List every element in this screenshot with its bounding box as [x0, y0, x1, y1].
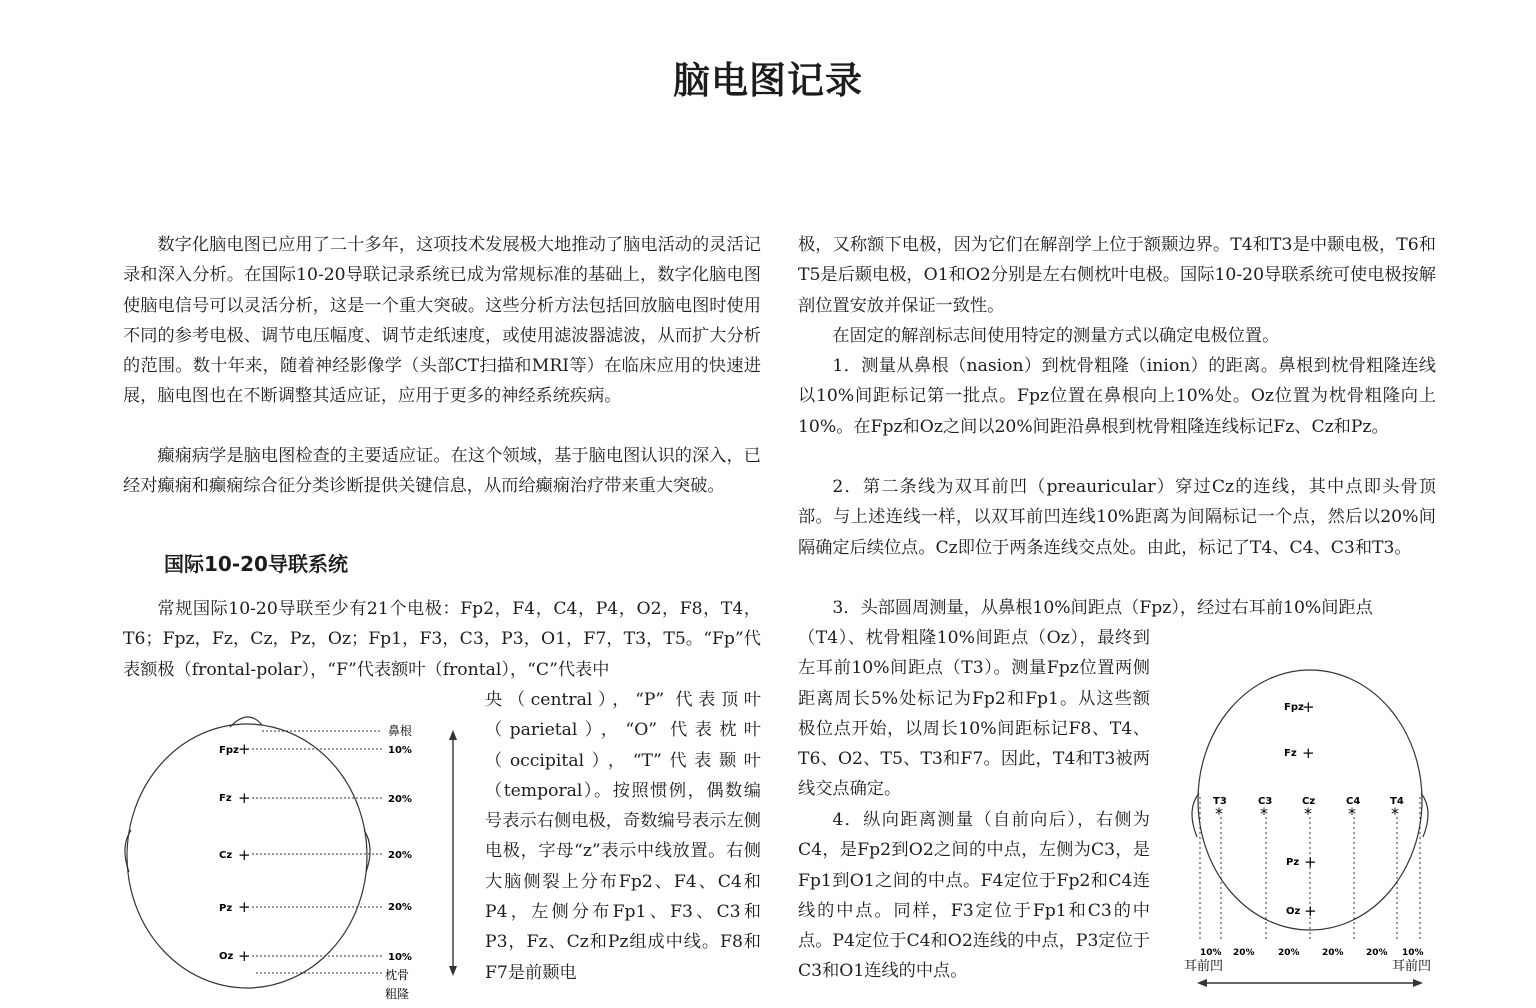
coronal-electrode-diagram [1180, 665, 1450, 995]
electrode-plus: + [1302, 698, 1315, 716]
electrode-plus: + [238, 947, 251, 965]
coronal-electrode-row [1213, 796, 1404, 823]
percent-label: 20% [1366, 948, 1388, 958]
span-arrow-head-bottom [449, 966, 457, 976]
percent-row [1200, 948, 1424, 958]
intro-paragraph-2: 癫痫病学是脑电图检查的主要适应证。在这个领域，基于脑电图认识的深入，已经对癫痫和癫痫综合征分类诊断提供关键信息，从而给癫痫治疗带来重大突破。 [123, 446, 761, 497]
electrode-label: Fz [1284, 748, 1297, 759]
span-arrow-head-right [1413, 979, 1423, 987]
percent-label: 10% [388, 952, 412, 963]
electrode-label: Pz [219, 903, 233, 914]
inion-label-2: 粗隆 [385, 987, 410, 1001]
electrode-label: C3 [1258, 796, 1273, 807]
electrode-label: Cz [219, 850, 233, 861]
percent-label: 10% [1402, 948, 1424, 958]
electrode-label: T4 [1390, 796, 1404, 807]
electrode-row-pz [219, 898, 412, 916]
percent-label: 20% [1278, 948, 1300, 958]
page-title: 脑电图记录 [673, 58, 863, 102]
nose-outline [230, 717, 262, 727]
section-heading: 国际10-20导联系统 [164, 552, 348, 576]
continued-paragraph: 极，又称额下电极，因为它们在解剖学上位于额颞边界。T4和T3是中颞电极，T6和T5是后颞电极，O1和O2分别是左右侧枕叶电极。国际10-20导联系统可使电极按解剖位置安放并保证一致性。 [798, 235, 1436, 316]
electrode-row-fpz [219, 740, 412, 758]
nasion-label: 鼻根 [388, 724, 413, 738]
percent-label: 20% [1233, 948, 1255, 958]
step-2: 2．第二条线为双耳前凹（preauricular）穿过Cz的连线，其中点即头骨顶部。与上述连线一样，以双耳前凹连线10%距离为间隔标记一个点，然后以20%间隔确定后续位点。Cz即位于两条连线交点处。由此，标记了T4、C4、C3和T3。 [798, 477, 1436, 558]
intro-paragraph-1: 数字化脑电图已应用了二十多年，这项技术发展极大地推动了脑电活动的灵活记录和深入分析。在国际10-20导联记录系统已成为常规标准的基础上，数字化脑电图使脑电信号可以灵活分析，这是一个重大突破。这些分析方法包括回放脑电图时使用不同的参考电极、调节电压幅度、调节走纸速度，或使用滤波器滤波，从而扩大分析的范围。数十年来，随着神经影像学（头部CT扫描和MRI等）在临床应用的快速进展，脑电图也在不断调整其适应证，应用于更多的神经系统疾病。 [123, 235, 761, 407]
percent-label: 10% [388, 745, 412, 756]
electrode-row-fz [219, 789, 412, 807]
electrode-plus: + [1304, 902, 1317, 920]
electrode-plus: + [1302, 744, 1315, 762]
percent-label: 20% [1322, 948, 1344, 958]
electrode-label: Oz [1286, 906, 1301, 917]
electrode-row-oz [219, 947, 412, 965]
electrode-label: Pz [1286, 857, 1300, 868]
electrode-label: T3 [1213, 796, 1227, 807]
electrode-star: * [1215, 804, 1223, 823]
span-arrow-head-top [449, 730, 457, 740]
percent-label: 20% [388, 850, 412, 861]
electrode-star: * [1260, 804, 1268, 823]
electrode-plus: + [1304, 853, 1317, 871]
percent-label: 20% [388, 902, 412, 913]
electrode-star: * [1348, 804, 1356, 823]
left-ear-outline [125, 830, 131, 872]
step-4: 4．纵向距离测量（自前向后），右侧为C4，是Fp2到O2之间的中点，左侧为C3，是Fp1到O1之间的中点。F4定位于Fp2和C4连线的中点。同样，F3定位于Fp1和C3的中点。P4定位于C4和O2连线的中点，P3定位于C3和O1连线的中点。 [798, 810, 1150, 982]
electrode-row-cz [219, 846, 412, 864]
span-arrow-head-left [1197, 979, 1207, 987]
preauricular-label-left: 耳前凹 [1184, 959, 1224, 974]
electrode-label: Fpz [219, 745, 239, 756]
electrode-plus: + [238, 740, 251, 758]
step-3: 3．头部圆周测量，从鼻根10%间距点（Fpz），经过右耳前10%间距点 [832, 598, 1373, 618]
electrode-plus: + [238, 846, 251, 864]
preauricular-label-right: 耳前凹 [1392, 959, 1432, 974]
percent-label: 20% [388, 794, 412, 805]
electrode-plus: + [238, 789, 251, 807]
electrode-label: Fz [219, 793, 232, 804]
percent-label: 10% [1200, 948, 1222, 958]
electrode-star: * [1391, 804, 1399, 823]
step-3-cont: （T4）、枕骨粗隆10%间距点（Oz），最终到左耳前10%间距点（T3）。测量Fpz位置两侧距离周长5%处标记为Fp2和Fp1。从这些额极位点开始，以周长10%间距标记F8、T4、T6、O2、T5、T3和F7。因此，T4和T3被两线交点确定。 [798, 628, 1150, 800]
electrodes-paragraph-cont: 央（central），“P” 代表顶叶（parietal），“O” 代表枕叶（occipital），“T”代表颞叶（temporal）。按照惯例，偶数编号表示右侧电极，奇数编号表示左侧电极，字母“z”表示中线放置。右侧大脑侧裂上分布Fp2、F4、C4和P4，左侧分布Fp1、F3、C3和P3，Fz、Cz和Pz组成中线。F8和F7是前颞电 [485, 690, 761, 983]
step-1: 1．测量从鼻根（nasion）到枕骨粗隆（inion）的距离。鼻根到枕骨粗隆连线以10%间距标记第一批点。Fpz位置在鼻根向上10%处。Oz位置为枕骨粗隆向上10%。在Fpz和Oz之间以20%间距沿鼻根到枕骨粗隆连线标记Fz、Cz和Pz。 [798, 356, 1436, 437]
inion-label-1: 枕骨 [385, 968, 410, 982]
electrode-label: Cz [1302, 796, 1316, 807]
electrode-label: Fpz [1284, 702, 1304, 713]
electrode-plus: + [238, 898, 251, 916]
electrode-star: * [1304, 804, 1312, 823]
method-intro: 在固定的解剖标志间使用特定的测量方式以确定电极位置。 [832, 326, 1280, 346]
electrodes-paragraph: 常规国际10-20导联至少有21个电极：Fp2，F4，C4，P4，O2，F8，T4，T6；Fpz，Fz，Cz，Pz，Oz；Fp1，F3，C3，P3，O1，F7，T3，T5。“Fp”代表额极（frontal-polar），“F”代表额叶（frontal），“C”代表中 [123, 599, 761, 680]
electrode-label: C4 [1346, 796, 1361, 807]
sagittal-electrode-diagram [120, 712, 470, 1008]
electrode-label: Oz [219, 951, 234, 962]
